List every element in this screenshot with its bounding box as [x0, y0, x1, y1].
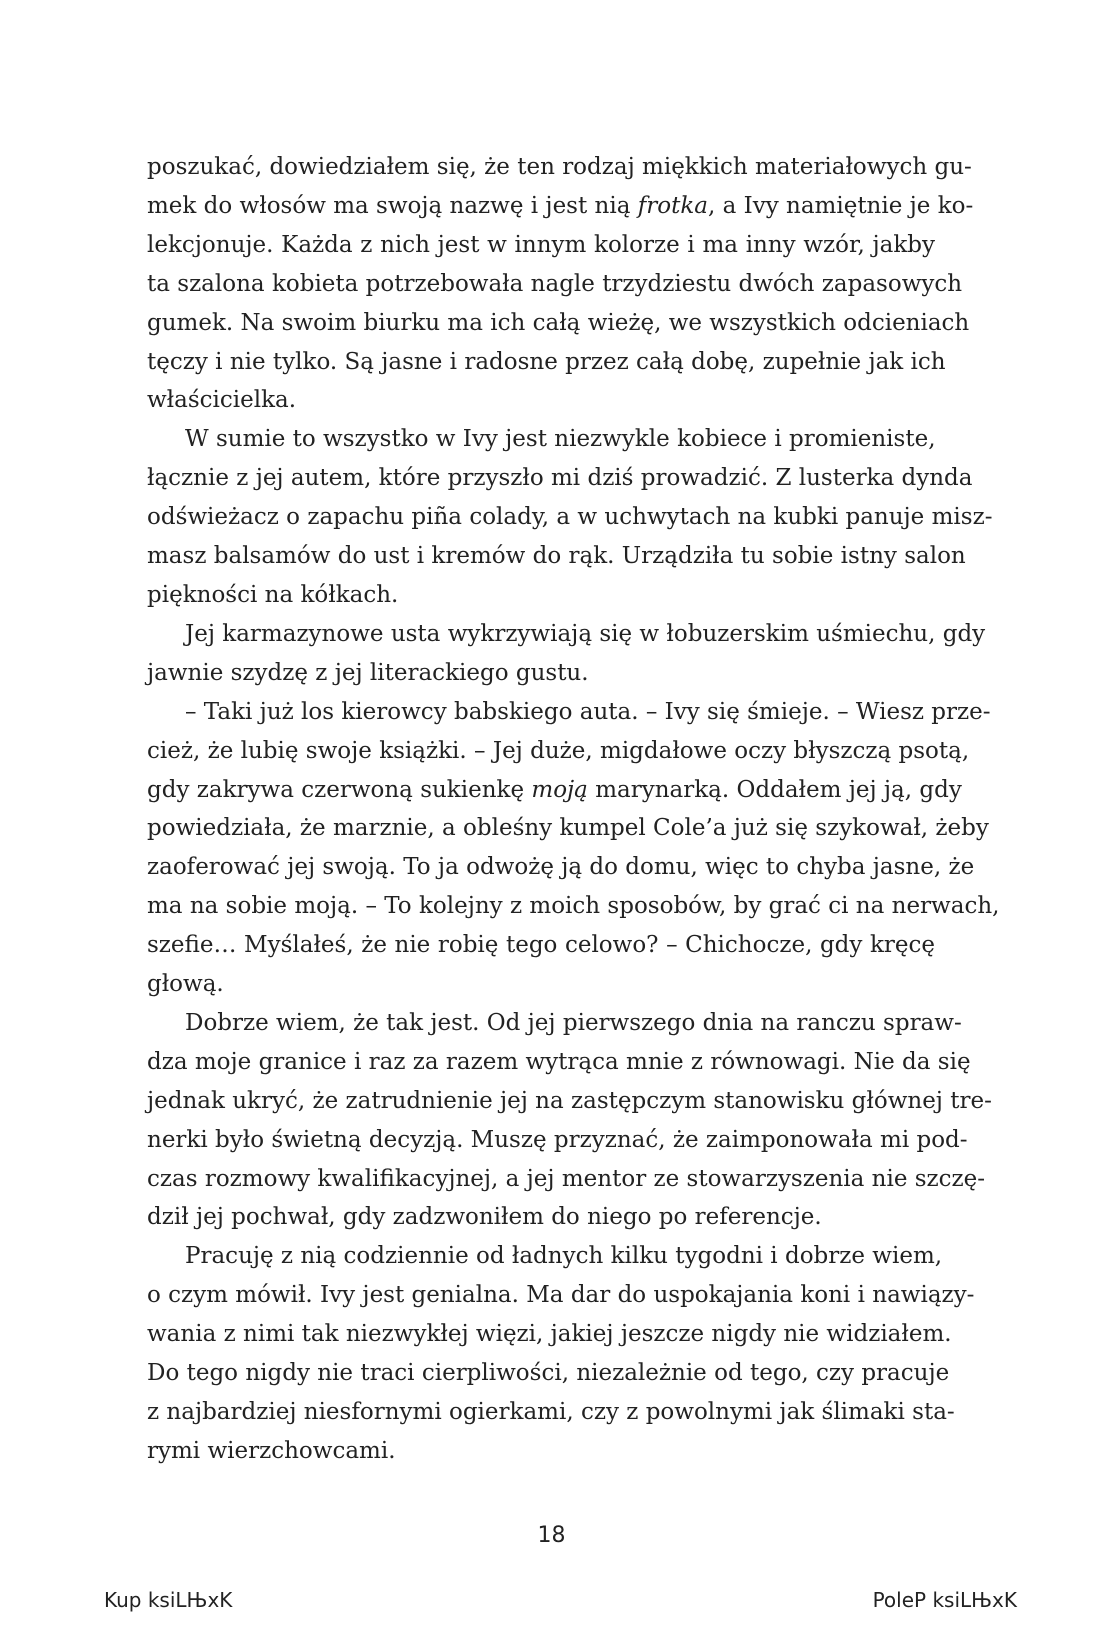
paragraph — [147, 1237, 975, 1470]
text-line: ma na sobie moją. – To kolejny z moich sposobów, by grać ci na nerwach, — [147, 893, 1000, 920]
text-line: łącznie z jej autem, które przyszło mi dziś prowadzić. Z lusterka dynda — [147, 465, 973, 492]
footer-recommend-link[interactable]: PoleP ksiLЊxK — [872, 1588, 1017, 1612]
italic-word: frotka — [637, 192, 708, 219]
text-line: dził jej pochwał, gdy zadzwoniłem do niego po referencje. — [147, 1204, 822, 1231]
body-text — [147, 148, 1000, 1471]
text-line: zaoferować jej swoją. To ja odwożę ją do domu, więc to chyba jasne, że — [147, 854, 975, 881]
text-line: właścicielka. — [147, 387, 297, 414]
text-line: Pracuję z nią codziennie od ładnych kilku tygodni i dobrze wiem, — [185, 1243, 943, 1270]
text-line: – Taki już los kierowcy babskiego auta. – Ivy się śmieje. – Wiesz prze- — [185, 698, 991, 725]
text-line: czas rozmowy kwalifikacyjnej, a jej mentor ze stowarzyszenia nie szczę- — [147, 1165, 986, 1192]
text-line: Dobrze wiem, że tak jest. Od jej pierwszego dnia na ranczu spraw- — [185, 1009, 962, 1036]
text-line: mek do włosów ma swoją nazwę i jest nią frotka, a Ivy namiętnie je ko- — [147, 192, 974, 219]
text-line: nerki było świetną decyzją. Muszę przyznać, że zaimponowała mi pod- — [147, 1126, 968, 1153]
text-line: poszukać, dowiedziałem się, że ten rodzaj miękkich materiałowych gu- — [147, 154, 972, 180]
text-line: jednak ukryć, że zatrudnienie jej na zastępczym stanowisku głównej tre- — [147, 1087, 992, 1114]
paragraph — [147, 420, 993, 615]
paragraph — [147, 693, 1000, 1004]
text-line: piękności na kółkach. — [147, 581, 399, 608]
page-number: 18 — [537, 1523, 566, 1548]
paragraph — [147, 148, 974, 420]
paragraph — [147, 615, 986, 693]
text-line: jawnie szydzę z jej literackiego gustu. — [147, 659, 589, 686]
text-line: cież, że lubię swoje książki. – Jej duże, migdałowe oczy błyszczą psotą, — [147, 737, 970, 764]
text-line: Do tego nigdy nie traci cierpliwości, niezależnie od tego, czy pracuje — [147, 1360, 950, 1387]
text-line: ta szalona kobieta potrzebowała nagle trzydziestu dwóch zapasowych — [147, 270, 963, 297]
text-line: masz balsamów do ust i kremów do rąk. Urządziła tu sobie istny salon — [147, 543, 966, 570]
text-line: rymi wierzchowcami. — [147, 1437, 396, 1464]
italic-word: moją — [531, 776, 588, 803]
text-line: Jej karmazynowe usta wykrzywiają się w łobuzerskim uśmiechu, gdy — [185, 620, 986, 647]
text-line: lekcjonuje. Każda z nich jest w innym kolorze i ma inny wzór, jakby — [147, 231, 935, 258]
text-line: gumek. Na swoim biurku ma ich całą wieżę, we wszystkich odcieniach — [147, 309, 970, 336]
footer-buy-link[interactable]: Kup ksiLЊxK — [104, 1588, 233, 1612]
text-line: szefie… Myślałeś, że nie robię tego celowo? – Chichocze, gdy kręcę — [147, 932, 935, 959]
text-line: gdy zakrywa czerwoną sukienkę moją marynarką. Oddałem jej ją, gdy — [147, 776, 962, 803]
text-line: głową. — [147, 971, 224, 998]
text-line: z najbardziej niesfornymi ogierkami, czy z powolnymi jak ślimaki sta- — [147, 1399, 955, 1425]
text-line: powiedziała, że marznie, a obleśny kumpel Cole’a już się szykował, żeby — [147, 815, 989, 842]
text-line: odświeżacz o zapachu piña colady, a w uchwytach na kubki panuje misz- — [147, 504, 993, 531]
text-line: o czym mówił. Ivy jest genialna. Ma dar do uspokajania koni i nawiązy- — [147, 1282, 975, 1309]
text-line: wania z nimi tak niezwykłej więzi, jakiej jeszcze nigdy nie widziałem. — [147, 1321, 952, 1348]
text-line: dza moje granice i raz za razem wytrąca mnie z równowagi. Nie da się — [147, 1048, 971, 1075]
text-line: tęczy i nie tylko. Są jasne i radosne przez całą dobę, zupełnie jak ich — [147, 348, 946, 375]
paragraph — [147, 1004, 992, 1237]
text-line: W sumie to wszystko w Ivy jest niezwykle kobiece i promieniste, — [185, 426, 936, 453]
